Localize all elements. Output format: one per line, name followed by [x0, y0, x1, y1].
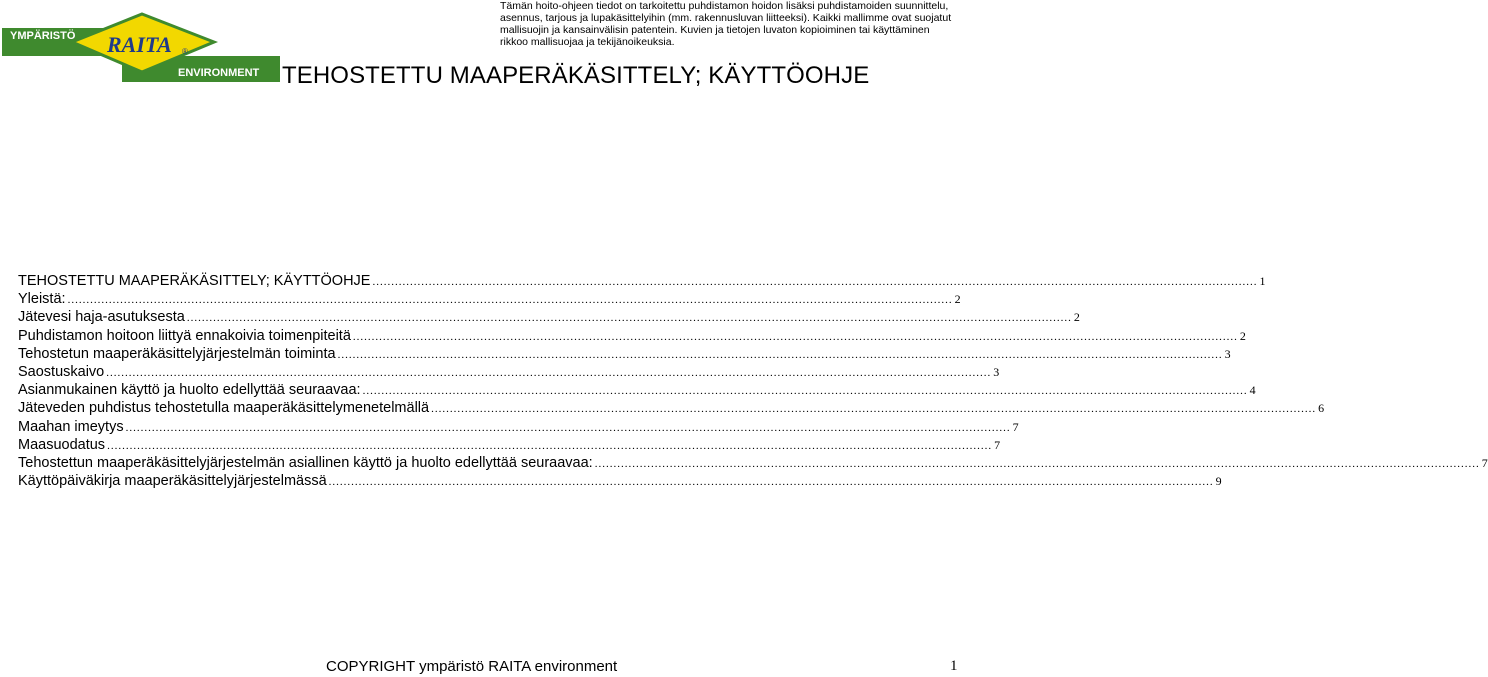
toc-entry-page: 2	[1239, 328, 1246, 343]
company-logo	[2, 8, 280, 86]
toc-entry-title: Yleistä:	[18, 291, 66, 308]
toc-entry-page: 6	[1318, 401, 1325, 416]
toc-entry-page: 4	[1249, 383, 1256, 398]
toc-leader-dots: ............................................................................................................................................................................................................................................	[372, 276, 1258, 288]
toc-entry-page: 7	[1481, 455, 1488, 470]
toc-entry-title: Käyttöpäiväkirja maaperäkäsittelyjärjestelmässä	[18, 473, 327, 490]
toc-leader-dots: ............................................................................................................................................................................................................................................	[106, 366, 992, 379]
logo-top-text: YMPÄRISTÖ	[10, 30, 76, 42]
toc-entry-page: 1	[1259, 274, 1266, 288]
toc-entry-title: Maahan imeytys	[18, 418, 124, 435]
toc-entry-title: Tehostettun maaperäkäsittelyjärjestelmän asiallinen käyttö ja huolto edellyttää seuraavaa:	[18, 454, 593, 471]
toc-entry-title: Saostuskaivo	[18, 363, 105, 380]
notice-line: Tämän hoito-ohjeen tiedot on tarkoitettu puhdistamon hoidon lisäksi puhdistamoiden suunnittelu,	[500, 0, 949, 12]
logo-registered: ®	[182, 47, 188, 56]
toc-entry-title: Jäteveden puhdistus tehostetulla maaperäkäsittelymenetelmällä	[18, 400, 430, 417]
toc-entry[interactable]	[18, 291, 961, 309]
toc-entry[interactable]	[18, 400, 1325, 418]
copyright-notice	[500, 0, 950, 48]
notice-line: asennus, tarjous ja lupakäsittelyihin (mm. rakennusluvan liitteeksi). Kaikki mallimme ovat suojatut	[500, 12, 952, 24]
toc-entry[interactable]	[18, 345, 1231, 364]
notice-line: rikkoo mallisuojaa ja tekijänoikeuksia.	[500, 36, 675, 48]
toc-entry[interactable]	[18, 436, 1001, 455]
toc-entry[interactable]	[18, 273, 1266, 291]
toc-entry-title: Puhdistamon hoitoon liittyä ennakoivia toimenpiteitä	[18, 327, 351, 344]
toc-entry[interactable]	[18, 309, 1080, 327]
toc-leader-dots: ............................................................................................................................................................................................................................................	[125, 421, 1011, 434]
toc-entry-page: 3	[993, 364, 1000, 379]
toc-leader-dots: ............................................................................................................................................................................................................................................	[337, 348, 1223, 361]
toc-entry-page: 3	[1224, 346, 1231, 361]
toc-entry-page: 7	[994, 437, 1001, 452]
logo-brand: RAITA	[107, 32, 172, 57]
toc-entry[interactable]	[18, 363, 1000, 382]
toc-entry-title: Asianmukainen käyttö ja huolto edellyttää seuraavaa:	[18, 382, 361, 399]
notice-line: mallisuojin ja kansainvälisin patentein. Kuvien ja tietojen luvaton kopioiminen tai käyttäminen	[500, 24, 930, 36]
document-title: TEHOSTETTU MAAPERÄKÄSITTELY; KÄYTTÖOHJE	[282, 62, 870, 89]
footer-copyright: COPYRIGHT ympäristö RAITA environment	[326, 658, 618, 675]
toc-entry[interactable]	[18, 327, 1246, 346]
logo-bottom-text: ENVIRONMENT	[178, 67, 260, 79]
toc-entry-title: Maasuodatus	[18, 436, 106, 453]
toc-entry-title: Jätevesi haja-asutuksesta	[18, 309, 185, 326]
toc-leader-dots: ............................................................................................................................................................................................................................................	[186, 312, 1072, 325]
toc-entry-page: 9	[1215, 474, 1222, 489]
table-of-contents	[18, 273, 1488, 491]
toc-entry[interactable]	[18, 454, 1488, 473]
toc-leader-dots: ............................................................................................................................................................................................................................................	[352, 330, 1238, 343]
toc-leader-dots: ............................................................................................................................................................................................................................................	[107, 439, 993, 452]
toc-entry-title: TEHOSTETTU MAAPERÄKÄSITTELY; KÄYTTÖOHJE	[18, 273, 371, 289]
toc-entry[interactable]	[18, 418, 1019, 437]
toc-entry-page: 2	[954, 292, 961, 307]
toc-leader-dots: ............................................................................................................................................................................................................................................	[362, 385, 1248, 398]
toc-entry-page: 2	[1073, 310, 1080, 325]
toc-entry-title: Tehostetun maaperäkäsittelyjärjestelmän toiminta	[18, 345, 336, 362]
toc-entry[interactable]	[18, 382, 1256, 400]
toc-leader-dots: ............................................................................................................................................................................................................................................	[67, 294, 953, 307]
toc-entry[interactable]	[18, 473, 1222, 491]
toc-leader-dots: ............................................................................................................................................................................................................................................	[328, 476, 1214, 489]
footer-page-number: 1	[950, 658, 958, 674]
toc-leader-dots: ............................................................................................................................................................................................................................................	[594, 457, 1480, 470]
toc-leader-dots: ............................................................................................................................................................................................................................................	[431, 403, 1317, 416]
toc-entry-page: 7	[1012, 419, 1019, 434]
page-footer	[0, 658, 960, 676]
